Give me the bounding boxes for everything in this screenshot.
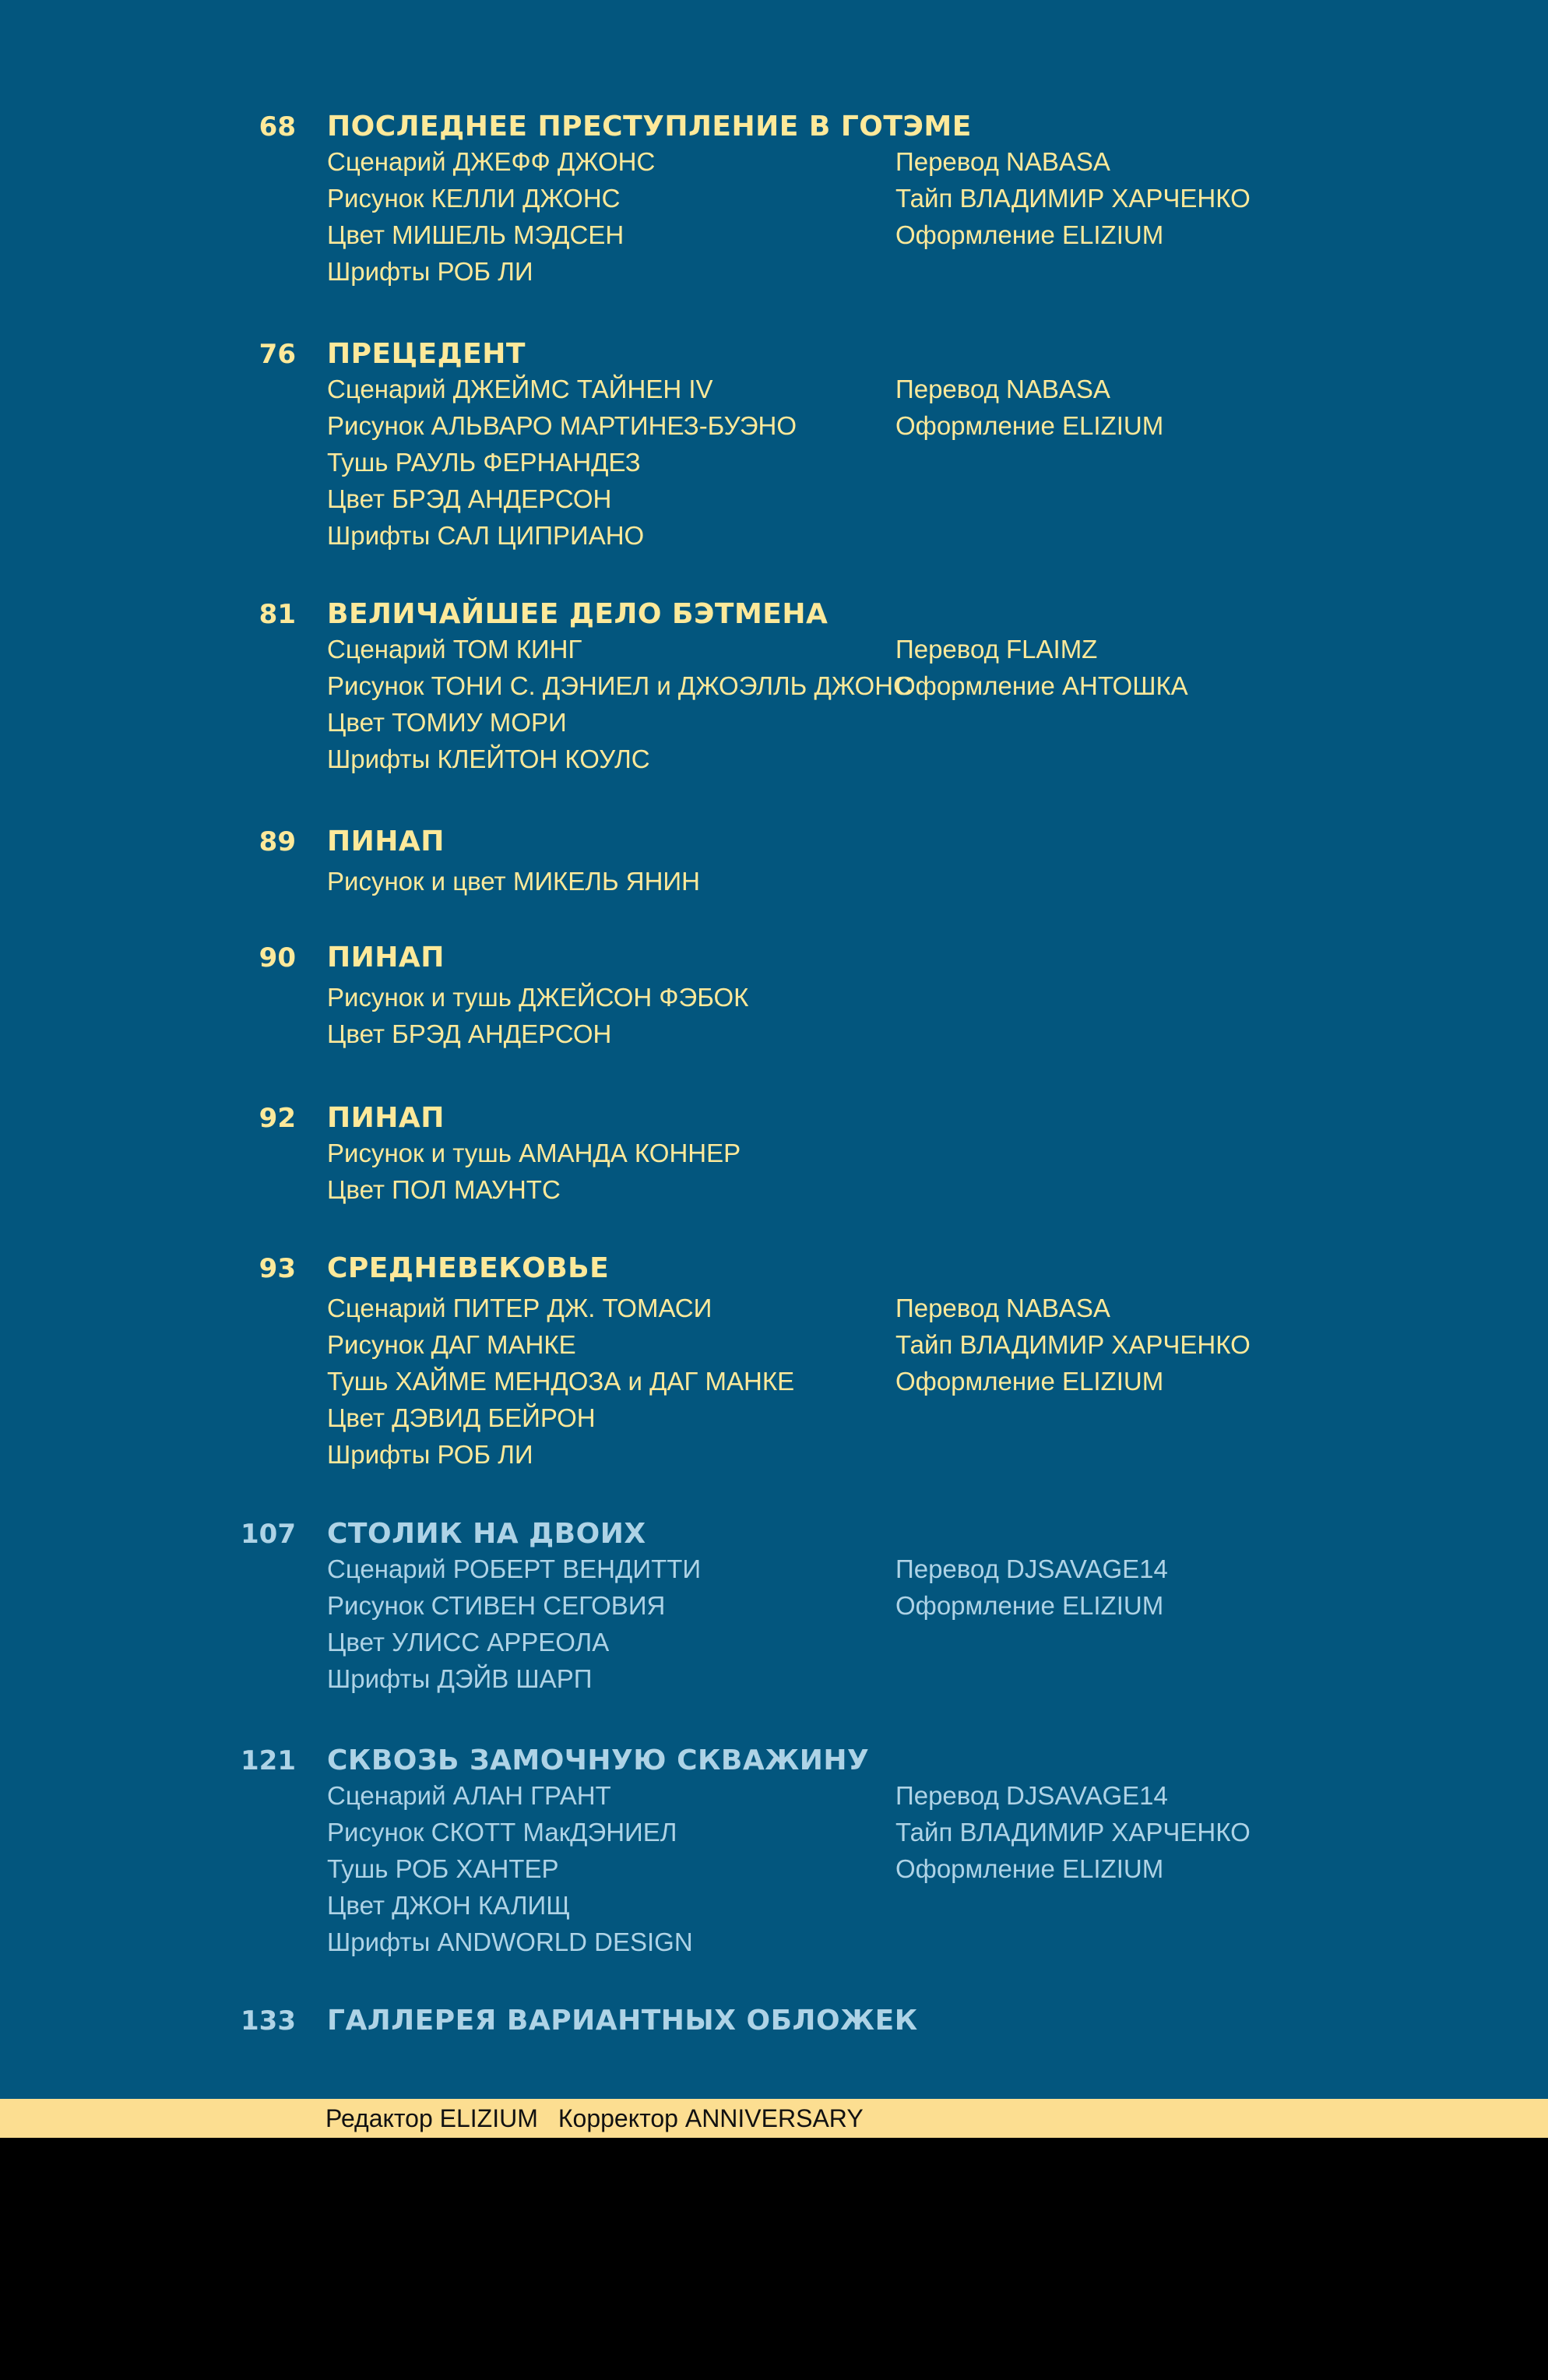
credit-line: [327, 1814, 888, 1850]
bottom-black-bar: [0, 2138, 1548, 2380]
credit-line: [327, 444, 888, 481]
credit-line: [327, 863, 888, 900]
credit-name: ДЖЕЙСОН ФЭБОК: [519, 983, 749, 1012]
creator-credits: [327, 631, 912, 777]
credit-line: [327, 481, 888, 517]
credit-name: ДАГ МАНКЕ: [431, 1330, 576, 1359]
credit-line: [327, 631, 888, 667]
credit-name: ДЖОН КАЛИЩ: [392, 1891, 571, 1920]
credit-line: [327, 1777, 888, 1814]
credit-role: Цвет: [327, 1019, 385, 1048]
credit-name: ELIZIUM: [1062, 220, 1164, 249]
credit-role: Оформление: [895, 411, 1055, 440]
credit-name: КЕЛЛИ ДЖОНС: [431, 184, 621, 213]
credit-line: [895, 1587, 1441, 1624]
credit-line: [895, 1363, 1441, 1399]
credit-name: ДЭЙВ ШАРП: [437, 1664, 593, 1693]
credit-role: Перевод: [895, 1554, 999, 1583]
credit-role: Тайп: [895, 1330, 953, 1359]
credit-line: [327, 1436, 888, 1473]
credit-name: ХАЙМЕ МЕНДОЗА и ДАГ МАНКЕ: [395, 1367, 795, 1396]
credit-line: [327, 741, 888, 777]
credit-line: [327, 1016, 888, 1052]
credit-line: [895, 407, 1441, 444]
credit-name: ДЖЕФФ ДЖОНС: [452, 147, 656, 176]
credit-role: Тушь: [327, 1854, 389, 1883]
credit-name: АНТОШКА: [1062, 671, 1188, 700]
credit-name: АМАНДА КОННЕР: [519, 1139, 741, 1167]
credit-role: Тушь: [327, 448, 389, 477]
translation-credits: [895, 631, 1441, 704]
credit-role: Цвет: [327, 1891, 385, 1920]
credit-role: Сценарий: [327, 1781, 446, 1810]
credit-line: [327, 1850, 888, 1887]
credit-name: МИШЕЛЬ МЭДСЕН: [392, 220, 624, 249]
credit-name: ELIZIUM: [1062, 1591, 1164, 1620]
credit-line: [895, 1777, 1441, 1814]
credit-name: NABASA: [1006, 375, 1110, 403]
story-title: СКВОЗЬ ЗАМОЧНУЮ СКВАЖИНУ: [327, 1745, 870, 1776]
credit-line: [327, 217, 888, 253]
credit-line: [895, 667, 1441, 704]
credit-name: САЛ ЦИПРИАНО: [437, 521, 645, 550]
credit-name: ПОЛ МАУНТС: [392, 1175, 561, 1204]
credit-role: Сценарий: [327, 1294, 446, 1322]
credit-line: [327, 253, 888, 290]
page-number: 93: [259, 1253, 296, 1284]
credit-role: Шрифты: [327, 521, 431, 550]
credit-role: Рисунок: [327, 411, 424, 440]
credit-role: Шрифты: [327, 1440, 431, 1469]
credit-line: [895, 1290, 1441, 1326]
creator-credits: [327, 1135, 888, 1208]
page-number: 92: [259, 1103, 296, 1134]
credit-name: NABASA: [1006, 147, 1110, 176]
credit-name: РОБ ЛИ: [437, 257, 533, 286]
credit-name: ДЭВИД БЕЙРОН: [392, 1403, 596, 1432]
credit-role: Цвет: [327, 1403, 385, 1432]
credit-name: АЛЬВАРО МАРТИНЕЗ-БУЭНО: [431, 411, 797, 440]
credit-role: Оформление: [895, 671, 1055, 700]
story-title: ГАЛЛЕРЕЯ ВАРИАНТНЫХ ОБЛОЖЕК: [327, 2005, 918, 2037]
story-title: ПИНАП: [327, 942, 445, 973]
credit-line: [327, 1887, 888, 1924]
story-title: ПОСЛЕДНЕЕ ПРЕСТУПЛЕНИЕ В ГОТЭМЕ: [327, 111, 972, 143]
credit-role: Тайп: [895, 184, 953, 213]
credit-role: Тушь: [327, 1367, 389, 1396]
credit-name: ВЛАДИМИР ХАРЧЕНКО: [959, 1818, 1251, 1847]
footer-credits: [325, 2099, 864, 2138]
credit-line: [327, 1660, 888, 1697]
credit-name: УЛИСС АРРЕОЛА: [392, 1628, 610, 1656]
credit-line: [895, 371, 1441, 407]
credit-role: Цвет: [327, 484, 385, 513]
credit-line: [327, 1135, 888, 1171]
credit-role: Оформление: [895, 1854, 1055, 1883]
credit-role: Оформление: [895, 1367, 1055, 1396]
credit-name: FLAIMZ: [1006, 635, 1098, 664]
credit-role: Цвет: [327, 1175, 385, 1204]
credit-role: Рисунок: [327, 1818, 424, 1847]
story-title: ПИНАП: [327, 826, 445, 857]
credit-line: [895, 1551, 1441, 1587]
credit-role: Рисунок: [327, 184, 424, 213]
story-title: СТОЛИК НА ДВОИХ: [327, 1518, 646, 1550]
credit-role: Сценарий: [327, 147, 446, 176]
translation-credits: [895, 1777, 1441, 1887]
story-title: СРЕДНЕВЕКОВЬЕ: [327, 1252, 610, 1284]
page-number: 107: [241, 1519, 296, 1550]
translation-credits: [895, 143, 1441, 253]
credit-line: [327, 1363, 888, 1399]
credit-name: МИКЕЛЬ ЯНИН: [512, 867, 700, 896]
credit-name: DJSAVAGE14: [1006, 1781, 1168, 1810]
credit-line: [895, 143, 1441, 180]
credit-line: [895, 631, 1441, 667]
credit-line: [327, 1587, 888, 1624]
credit-role: Тайп: [895, 1818, 953, 1847]
credit-role: Перевод: [895, 1781, 999, 1810]
credit-name: РАУЛЬ ФЕРНАНДЕЗ: [395, 448, 641, 477]
credit-name: ДЖЕЙМС ТАЙНЕН IV: [452, 375, 713, 403]
credit-name: СТИВЕН СЕГОВИЯ: [431, 1591, 666, 1620]
page-number: 90: [259, 942, 296, 973]
creator-credits: [327, 1777, 888, 1960]
credit-name: РОБ ЛИ: [437, 1440, 533, 1469]
credit-role: Сценарий: [327, 1554, 446, 1583]
credit-line: [895, 1850, 1441, 1887]
editor-role: Редактор: [325, 2104, 433, 2132]
story-title: ПРЕЦЕДЕНТ: [327, 338, 526, 370]
credit-name: БРЭД АНДЕРСОН: [392, 484, 612, 513]
credit-line: [327, 1399, 888, 1436]
credit-line: [895, 1814, 1441, 1850]
credit-line: [895, 217, 1441, 253]
credit-line: [327, 517, 888, 554]
proofreader-name: ANNIVERSARY: [684, 2104, 864, 2132]
creator-credits: [327, 1551, 888, 1697]
credit-line: [327, 1326, 888, 1363]
credit-line: [327, 1924, 888, 1960]
credit-role: Шрифты: [327, 257, 431, 286]
credit-line: [327, 667, 912, 704]
credit-line: [327, 371, 888, 407]
credit-role: Перевод: [895, 147, 999, 176]
credit-role: Цвет: [327, 220, 385, 249]
credit-role: Рисунок и тушь: [327, 1139, 512, 1167]
translation-credits: [895, 371, 1441, 444]
credit-name: БРЭД АНДЕРСОН: [392, 1019, 612, 1048]
credit-line: [327, 1171, 888, 1208]
credit-line: [327, 180, 888, 217]
page-number: 68: [259, 111, 296, 143]
credit-role: Оформление: [895, 1591, 1055, 1620]
credit-line: [327, 979, 888, 1016]
credit-role: Шрифты: [327, 1928, 431, 1956]
credit-line: [327, 407, 888, 444]
credit-role: Перевод: [895, 1294, 999, 1322]
credit-role: Перевод: [895, 375, 999, 403]
credit-role: Перевод: [895, 635, 999, 664]
credit-name: ВЛАДИМИР ХАРЧЕНКО: [959, 1330, 1251, 1359]
credit-role: Шрифты: [327, 745, 431, 773]
credit-role: Рисунок: [327, 1330, 424, 1359]
page-number: 121: [241, 1745, 296, 1776]
proofreader-role: Корректор: [558, 2104, 678, 2132]
translation-credits: [895, 1290, 1441, 1399]
creator-credits: [327, 143, 888, 290]
creator-credits: [327, 371, 888, 554]
credit-line: [327, 704, 888, 741]
credit-role: Сценарий: [327, 375, 446, 403]
credit-name: ТОМ КИНГ: [452, 635, 582, 664]
credit-name: СКОТТ МакДЭНИЕЛ: [431, 1818, 677, 1847]
credit-role: Рисунок и цвет: [327, 867, 506, 896]
credit-line: [895, 1326, 1441, 1363]
credit-name: ELIZIUM: [1062, 1854, 1164, 1883]
credit-line: [327, 1551, 888, 1587]
credit-name: NABASA: [1006, 1294, 1110, 1322]
credit-name: ТОМИУ МОРИ: [392, 708, 567, 737]
credit-line: [327, 143, 888, 180]
translation-credits: [895, 1551, 1441, 1624]
credit-line: [895, 180, 1441, 217]
credit-role: Цвет: [327, 1628, 385, 1656]
page-number: 81: [259, 599, 296, 630]
credit-role: Оформление: [895, 220, 1055, 249]
creator-credits: [327, 979, 888, 1052]
credit-name: ANDWORLD DESIGN: [437, 1928, 693, 1956]
story-title: ПИНАП: [327, 1102, 445, 1134]
credit-line: [327, 1290, 888, 1326]
credit-role: Сценарий: [327, 635, 446, 664]
credit-name: ELIZIUM: [1062, 411, 1164, 440]
creator-credits: [327, 863, 888, 900]
page-number: 133: [241, 2005, 296, 2037]
credit-name: АЛАН ГРАНТ: [452, 1781, 611, 1810]
credit-name: ПИТЕР ДЖ. ТОМАСИ: [452, 1294, 712, 1322]
page-number: 76: [259, 339, 296, 370]
credit-name: ТОНИ С. ДЭНИЕЛ и ДЖОЭЛЛЬ ДЖОНС: [431, 671, 912, 700]
story-title: ВЕЛИЧАЙШЕЕ ДЕЛО БЭТМЕНА: [327, 598, 829, 630]
credit-role: Цвет: [327, 708, 385, 737]
credit-name: РОБЕРТ ВЕНДИТТИ: [452, 1554, 702, 1583]
credit-role: Рисунок: [327, 1591, 424, 1620]
credit-name: РОБ ХАНТЕР: [395, 1854, 559, 1883]
credit-role: Рисунок: [327, 671, 424, 700]
editor-name: ELIZIUM: [439, 2104, 538, 2132]
creator-credits: [327, 1290, 888, 1473]
credit-name: DJSAVAGE14: [1006, 1554, 1168, 1583]
credit-name: ВЛАДИМИР ХАРЧЕНКО: [959, 184, 1251, 213]
credit-line: [327, 1624, 888, 1660]
page-number: 89: [259, 826, 296, 857]
credit-name: КЛЕЙТОН КОУЛС: [437, 745, 650, 773]
credit-role: Рисунок и тушь: [327, 983, 512, 1012]
credit-name: ELIZIUM: [1062, 1367, 1164, 1396]
credit-role: Шрифты: [327, 1664, 431, 1693]
